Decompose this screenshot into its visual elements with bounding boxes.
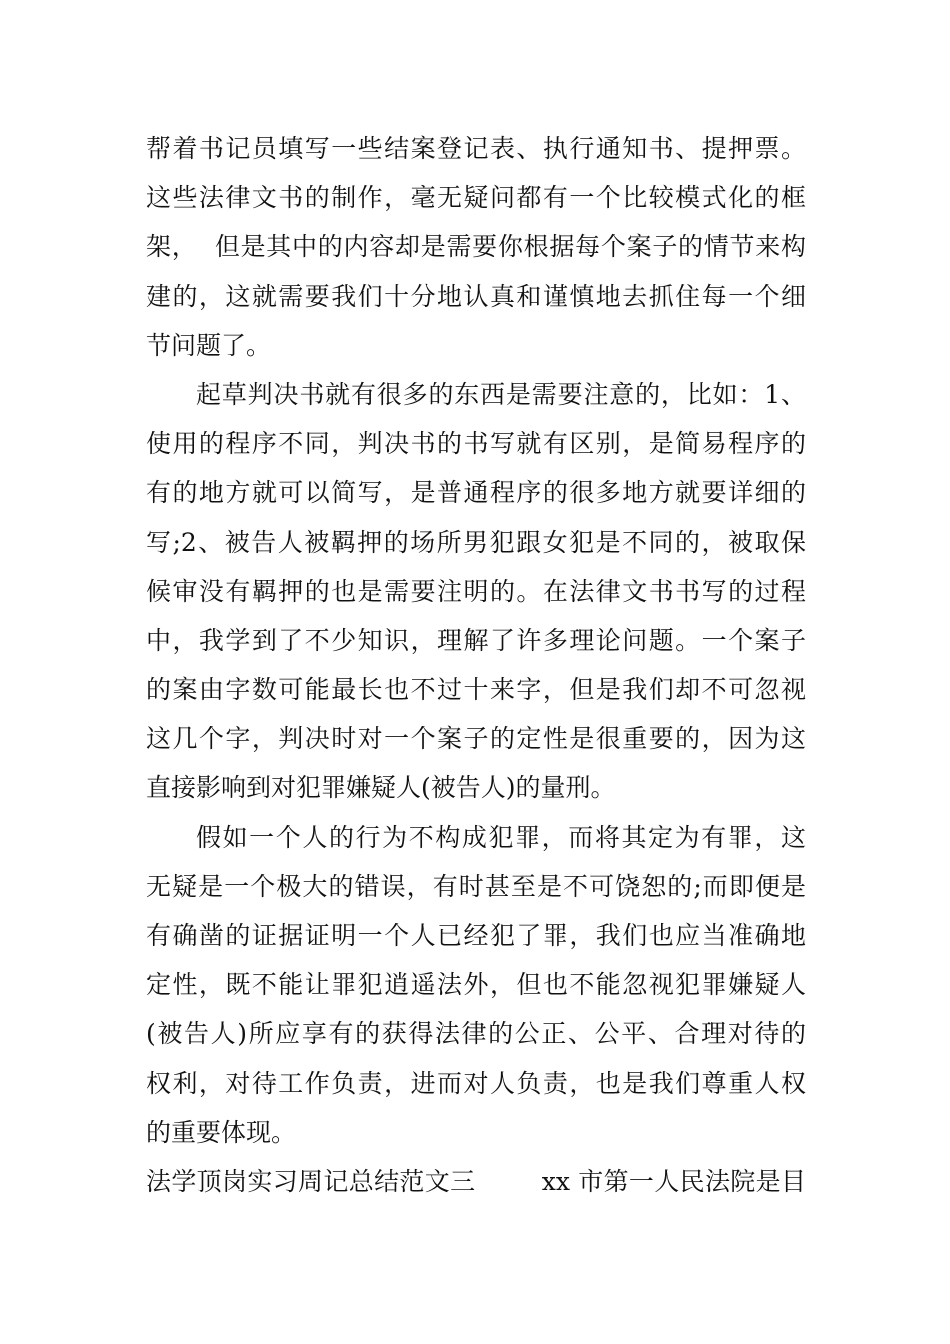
- text-line: 中，我学到了不少知识，理解了许多理论问题。一个案子: [146, 625, 806, 655]
- text-line: 使用的程序不同，判决书的书写就有区别，是简易程序的: [146, 429, 806, 459]
- text-line: 这些法律文书的制作，毫无疑问都有一个比较模式化的框: [146, 183, 806, 213]
- paragraph-start-line: 假如一个人的行为不构成犯罪，而将其定为有罪，这: [196, 822, 806, 852]
- text-line: 节问题了。: [146, 330, 272, 360]
- text-line: 架， 但是其中的内容却是需要你根据每个案子的情节来构: [146, 232, 806, 262]
- text-line: 写;2、被告人被羁押的场所男犯跟女犯是不同的，被取保: [146, 527, 806, 557]
- text-line: 直接影响到对犯罪嫌疑人(被告人)的量刑。: [146, 773, 616, 803]
- text-line: 有确凿的证据证明一个人已经犯了罪，我们也应当准确地: [146, 921, 806, 950]
- text-line: 这几个字，判决时对一个案子的定性是很重要的，因为这: [146, 724, 806, 754]
- text-line: 有的地方就可以简写，是普通程序的很多地方就要详细的: [146, 478, 806, 508]
- text-line: 候审没有羁押的也是需要注明的。在法律文书书写的过程: [146, 576, 806, 606]
- text-line: 的案由字数可能最长也不过十来字，但是我们却不可忽视: [146, 675, 806, 705]
- paragraph-start-line: 起草判决书就有很多的东西是需要注意的，比如：1、: [196, 379, 806, 409]
- text-line: (被告人)所应享有的获得法律的公正、公平、合理对待的: [146, 1019, 806, 1049]
- body-text: [146, 124, 806, 1206]
- text-line: 定性，既不能让罪犯逍遥法外，但也不能忽视犯罪嫌疑人: [146, 970, 806, 1000]
- text-line: 帮着书记员填写一些结案登记表、执行通知书、提押票。: [146, 134, 806, 163]
- text-line: 的重要体现。: [146, 1117, 297, 1147]
- section-heading-line: 法学顶岗实习周记总结范文三 xx 市第一人民法院是目: [146, 1166, 806, 1196]
- text-line: 无疑是一个极大的错误，有时甚至是不可饶恕的;而即便是: [146, 871, 806, 901]
- text-line: 建的，这就需要我们十分地认真和谨慎地去抓住每一个细: [146, 281, 806, 311]
- text-line: 权利，对待工作负责，进而对人负责，也是我们尊重人权: [146, 1068, 806, 1098]
